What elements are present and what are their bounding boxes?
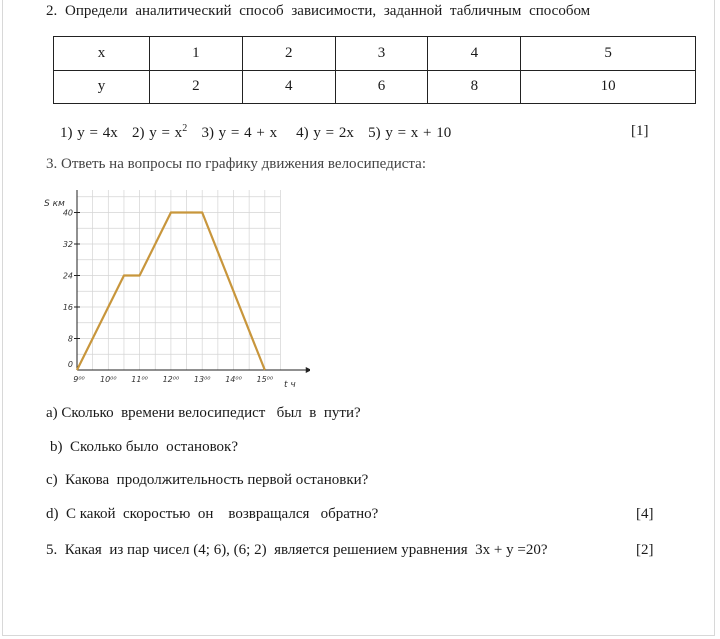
question-3b: b) Сколько было остановок?: [50, 439, 239, 455]
table-cell: 2: [150, 70, 243, 104]
y-tick-label: 0: [67, 360, 73, 369]
question-3d: d) С какой скоростью он возвращался обратно?: [46, 506, 379, 522]
question-3c: c) Какова продолжительность первой остановки?: [46, 472, 369, 488]
table-cell: 10: [521, 70, 696, 104]
y-tick-label: 40: [62, 208, 73, 218]
answer-2: [132, 125, 187, 141]
answer-options: [60, 123, 451, 142]
x-tick-label: 9⁰⁰: [73, 375, 85, 384]
chart-axes: [74, 190, 310, 373]
table-cell: 6: [335, 70, 428, 104]
y-axis-label: S км: [44, 199, 65, 209]
chart-grid: [77, 190, 280, 370]
x-tick-label: 13⁰⁰: [193, 375, 211, 384]
table-cell: 1: [150, 37, 243, 71]
table-cell-label: x: [54, 37, 150, 71]
x-tick-label: 14⁰⁰: [225, 375, 242, 384]
table-cell: 8: [428, 70, 521, 104]
xy-table: [53, 36, 696, 104]
question-3a: a) Сколько времени велосипедист был в пути?: [46, 405, 361, 421]
y-tick-label: 16: [62, 303, 73, 312]
answer-2-exponent: 2: [182, 123, 188, 134]
table-row: [54, 70, 696, 104]
distance-time-chart: [40, 190, 310, 395]
question-2-score: [1]: [631, 123, 649, 139]
x-tick-label: 10⁰⁰: [100, 375, 117, 384]
answer-5: 5) y = x + 10: [368, 125, 452, 141]
table-cell: 3: [335, 37, 428, 71]
x-axis-arrow: [306, 367, 310, 373]
question-5: 5. Какая из пар чисел (4; 6), (6; 2) является решением уравнения 3x + y =20?: [46, 542, 548, 558]
question-5-score: [2]: [636, 542, 654, 558]
question-3-score: [4]: [636, 506, 654, 522]
table-cell: 2: [242, 37, 335, 71]
question-2-title: 2. Определи аналитический способ зависимости, заданной табличным способом: [46, 3, 591, 19]
x-tick-label: 11⁰⁰: [131, 375, 148, 384]
y-tick-label: 24: [62, 271, 73, 281]
answer-2-text: 2) y = x: [131, 125, 183, 141]
answer-4: 4) y = 2x: [296, 125, 354, 141]
table-cell-label: y: [54, 70, 150, 104]
table-cell: 4: [242, 70, 335, 104]
x-axis-label: t ч: [284, 380, 296, 390]
x-tick-label: 15⁰⁰: [256, 375, 274, 384]
answer-3: 3) y = 4 + x: [201, 125, 278, 141]
x-tick-label: 12⁰⁰: [162, 375, 180, 384]
table-cell: 4: [428, 37, 521, 71]
table-row: [54, 37, 696, 71]
y-tick-label: 8: [67, 334, 73, 344]
answer-1: 1) y = 4x: [60, 125, 118, 141]
question-3-title: 3. Ответь на вопросы по графику движения велосипедиста:: [46, 156, 426, 172]
table-cell: 5: [521, 37, 696, 71]
y-tick-label: 32: [62, 240, 73, 249]
